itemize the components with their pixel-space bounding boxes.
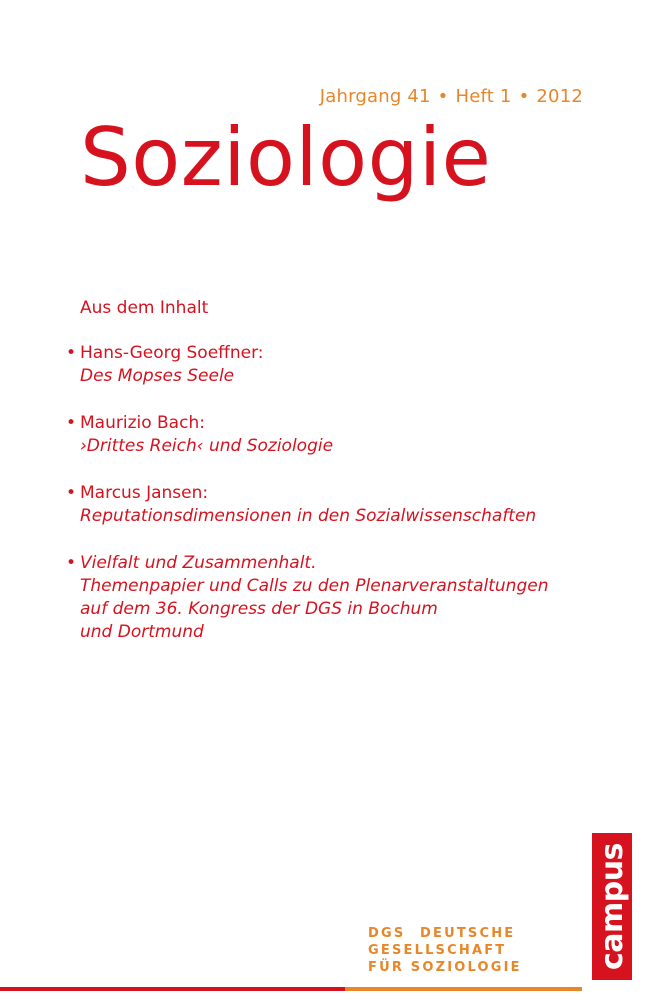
- feature-line: Themenpapier und Calls zu den Plenarveranstaltungen: [80, 576, 549, 596]
- dgs-logo: [368, 925, 522, 976]
- bullet: •: [66, 483, 77, 503]
- publisher-logo: [592, 833, 632, 980]
- table-of-contents: [66, 298, 606, 668]
- volume-label: Jahrgang 41: [319, 86, 431, 107]
- dgs-name-line: DEUTSCHE: [420, 926, 516, 941]
- bottom-rule-accent: [345, 987, 582, 991]
- bullet: •: [66, 343, 77, 363]
- bullet: •: [66, 553, 77, 573]
- contents-feature-entry: [66, 552, 606, 644]
- contents-entry: [66, 482, 606, 528]
- feature-line: auf dem 36. Kongress der DGS in Bochum: [80, 599, 438, 619]
- issue-label: Heft 1: [455, 86, 512, 107]
- dgs-abbreviation: DGS: [368, 926, 406, 941]
- entry-author: Maurizio Bach:: [80, 413, 205, 433]
- entry-author: Marcus Jansen:: [80, 483, 209, 503]
- bullet: •: [66, 413, 77, 433]
- separator: •: [437, 86, 449, 107]
- contents-entry: [66, 342, 606, 388]
- issue-info: [320, 86, 583, 107]
- feature-line: Vielfalt und Zusammenhalt.: [80, 553, 317, 573]
- entry-article-title: ›Drittes Reich‹ und Soziologie: [80, 436, 334, 456]
- year-label: 2012: [536, 86, 583, 107]
- entry-author: Hans-Georg Soeffner:: [80, 343, 264, 363]
- contents-entry: [66, 412, 606, 458]
- separator: •: [518, 86, 530, 107]
- feature-line: und Dortmund: [80, 622, 204, 642]
- dgs-name-line: GESELLSCHAFT: [368, 943, 507, 958]
- contents-heading: Aus dem Inhalt: [80, 298, 209, 318]
- entry-article-title: Des Mopses Seele: [80, 366, 235, 386]
- publisher-name: campus: [594, 843, 630, 970]
- journal-title: Soziologie: [80, 111, 492, 204]
- entry-article-title: Reputationsdimensionen in den Sozialwissenschaften: [80, 506, 537, 526]
- dgs-name-line: FÜR SOZIOLOGIE: [368, 960, 522, 975]
